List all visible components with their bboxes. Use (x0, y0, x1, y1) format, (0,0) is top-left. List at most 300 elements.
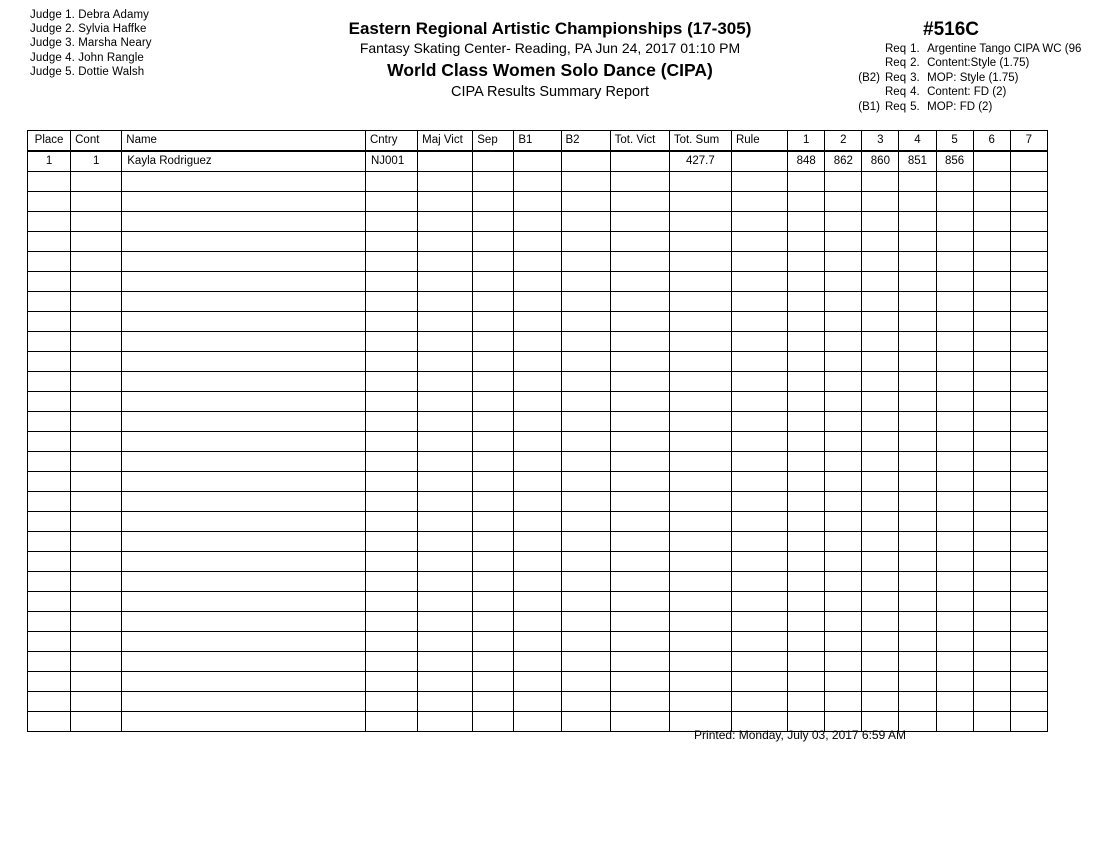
cell-empty (862, 232, 899, 252)
cell-empty (610, 652, 669, 672)
cell-empty (825, 532, 862, 552)
cell-empty (973, 592, 1010, 612)
cell-empty (71, 552, 122, 572)
column-header-place: Place (28, 131, 71, 152)
cell-empty (899, 332, 936, 352)
cell-empty (514, 412, 561, 432)
cell-empty (788, 552, 825, 572)
cell-empty (71, 572, 122, 592)
cell-empty (122, 632, 366, 652)
cell-empty (418, 432, 473, 452)
cell-empty (899, 272, 936, 292)
cell-empty (862, 592, 899, 612)
cell-empty (788, 452, 825, 472)
table-row-empty[interactable] (28, 412, 1048, 432)
cell-empty (1010, 392, 1047, 412)
cell-empty (1010, 252, 1047, 272)
cell-empty (825, 472, 862, 492)
table-row-empty[interactable] (28, 652, 1048, 672)
cell-empty (731, 692, 787, 712)
cell-empty (899, 552, 936, 572)
cell-empty (28, 432, 71, 452)
cell-empty (936, 272, 973, 292)
requirement-label: Req (885, 43, 907, 55)
judge-number: 5. (65, 65, 75, 78)
cell-empty (514, 272, 561, 292)
cell-empty (899, 452, 936, 472)
cell-empty (122, 432, 366, 452)
table-row-empty[interactable] (28, 492, 1048, 512)
judge-number: 2. (65, 23, 75, 36)
cell-empty (514, 212, 561, 232)
cell-empty (862, 412, 899, 432)
cell-empty (1010, 552, 1047, 572)
judge-label: Judge (30, 37, 62, 50)
cell-empty (1010, 372, 1047, 392)
cell-empty (122, 572, 366, 592)
cell-empty (788, 632, 825, 652)
cell-empty (365, 432, 417, 452)
cell-empty (1010, 692, 1047, 712)
cell-empty (973, 372, 1010, 392)
cell-j6 (973, 151, 1010, 172)
requirement-text: Argentine Tango CIPA WC (96 (927, 43, 1082, 55)
cell-empty (473, 672, 514, 692)
cell-empty (28, 712, 71, 732)
cell-empty (71, 692, 122, 712)
cell-empty (936, 412, 973, 432)
cell-empty (610, 412, 669, 432)
table-row-empty[interactable] (28, 312, 1048, 332)
judge-name: Sylvia Haffke (78, 23, 147, 36)
cell-empty (862, 252, 899, 272)
results-table-body (28, 151, 1048, 732)
cell-empty (899, 472, 936, 492)
cell-empty (788, 532, 825, 552)
cell-empty (788, 352, 825, 372)
cell-empty (788, 252, 825, 272)
table-row-empty[interactable] (28, 592, 1048, 612)
cell-empty (28, 592, 71, 612)
cell-empty (514, 312, 561, 332)
judge-name: John Rangle (78, 51, 144, 64)
cell-empty (669, 312, 731, 332)
cell-empty (610, 352, 669, 372)
cell-empty (862, 272, 899, 292)
cell-sep (473, 151, 514, 172)
cell-empty (418, 632, 473, 652)
cell-empty (788, 332, 825, 352)
cell-empty (122, 692, 366, 712)
cell-empty (418, 232, 473, 252)
cell-empty (936, 192, 973, 212)
cell-empty (418, 612, 473, 632)
table-row-empty[interactable] (28, 612, 1048, 632)
cell-empty (365, 172, 417, 192)
table-row-empty[interactable] (28, 232, 1048, 252)
cell-empty (669, 672, 731, 692)
cell-empty (731, 432, 787, 452)
cell-empty (610, 552, 669, 572)
column-header-2: 2 (825, 131, 862, 152)
cell-empty (514, 652, 561, 672)
cell-empty (473, 392, 514, 412)
column-header-name: Name (122, 131, 366, 152)
cell-empty (122, 392, 366, 412)
cell-empty (825, 192, 862, 212)
requirement-bracket (840, 42, 885, 56)
cell-empty (122, 592, 366, 612)
cell-empty (561, 352, 610, 372)
cell-empty (788, 192, 825, 212)
cell-j3: 860 (862, 151, 899, 172)
cell-empty (862, 512, 899, 532)
cell-empty (365, 312, 417, 332)
cell-empty (28, 352, 71, 372)
cell-empty (1010, 432, 1047, 452)
cell-empty (973, 172, 1010, 192)
table-row-empty[interactable] (28, 692, 1048, 712)
cell-empty (825, 612, 862, 632)
cell-empty (28, 612, 71, 632)
cell-empty (731, 292, 787, 312)
cell-empty (473, 372, 514, 392)
cell-empty (973, 412, 1010, 432)
table-row-empty[interactable] (28, 552, 1048, 572)
cell-empty (365, 532, 417, 552)
cell-empty (561, 252, 610, 272)
cell-empty (610, 452, 669, 472)
cell-empty (71, 192, 122, 212)
cell-empty (1010, 592, 1047, 612)
cell-empty (122, 352, 366, 372)
cell-empty (28, 332, 71, 352)
cell-empty (788, 432, 825, 452)
table-row-empty[interactable] (28, 512, 1048, 532)
cell-empty (418, 492, 473, 512)
judge-label: Judge (30, 65, 62, 78)
cell-empty (28, 372, 71, 392)
cell-empty (973, 312, 1010, 332)
cell-empty (28, 472, 71, 492)
table-row-empty[interactable] (28, 272, 1048, 292)
cell-empty (473, 172, 514, 192)
requirement-number: 4. (910, 86, 920, 99)
requirement-bracket (840, 85, 885, 99)
table-row-empty[interactable] (28, 372, 1048, 392)
cell-empty (28, 172, 71, 192)
cell-empty (669, 392, 731, 412)
cell-empty (418, 392, 473, 412)
cell-empty (610, 592, 669, 612)
cell-empty (825, 512, 862, 532)
table-header-row (28, 131, 1048, 152)
cell-empty (365, 512, 417, 532)
cell-empty (71, 672, 122, 692)
cell-empty (973, 432, 1010, 452)
cell-empty (561, 692, 610, 712)
cell-empty (731, 532, 787, 552)
cell-empty (365, 452, 417, 472)
cell-empty (418, 412, 473, 432)
cell-empty (731, 352, 787, 372)
cell-empty (899, 592, 936, 612)
cell-empty (899, 432, 936, 452)
cell-empty (365, 292, 417, 312)
requirement-label: Req (885, 71, 907, 84)
cell-empty (473, 692, 514, 712)
cell-empty (936, 632, 973, 652)
cell-empty (936, 432, 973, 452)
cell-empty (28, 552, 71, 572)
cell-empty (669, 432, 731, 452)
cell-empty (862, 472, 899, 492)
table-row-empty[interactable] (28, 252, 1048, 272)
cell-empty (862, 332, 899, 352)
requirement-text: Content:Style (1.75) (927, 57, 1030, 70)
table-row-empty[interactable] (28, 192, 1048, 212)
cell-empty (28, 452, 71, 472)
judge-list-item (30, 36, 260, 50)
cell-empty (936, 212, 973, 232)
column-header-3: 3 (862, 131, 899, 152)
cell-empty (731, 312, 787, 332)
cell-empty (862, 392, 899, 412)
cell-empty (71, 632, 122, 652)
cell-empty (28, 212, 71, 232)
cell-empty (561, 192, 610, 212)
cell-empty (71, 492, 122, 512)
cell-empty (669, 572, 731, 592)
table-row-empty[interactable] (28, 172, 1048, 192)
cell-empty (71, 712, 122, 732)
cell-empty (418, 352, 473, 372)
cell-empty (71, 292, 122, 312)
cell-empty (610, 472, 669, 492)
cell-empty (71, 372, 122, 392)
requirement-number: 5. (910, 100, 920, 113)
table-row-empty[interactable] (28, 572, 1048, 592)
requirement-text: MOP: FD (2) (927, 100, 993, 113)
cell-empty (28, 652, 71, 672)
cell-empty (122, 612, 366, 632)
cell-empty (973, 452, 1010, 472)
cell-empty (899, 532, 936, 552)
cell-empty (418, 252, 473, 272)
cell-empty (669, 652, 731, 672)
cell-empty (122, 412, 366, 432)
table-row-empty[interactable] (28, 392, 1048, 412)
judges-panel (30, 8, 260, 79)
table-row-empty[interactable] (28, 292, 1048, 312)
cell-empty (669, 272, 731, 292)
cell-empty (731, 592, 787, 612)
cell-empty (1010, 452, 1047, 472)
cell-empty (514, 292, 561, 312)
cell-empty (731, 392, 787, 412)
cell-empty (825, 212, 862, 232)
cell-empty (28, 272, 71, 292)
cell-empty (731, 412, 787, 432)
cell-empty (561, 532, 610, 552)
cell-empty (561, 392, 610, 412)
cell-empty (669, 632, 731, 652)
cell-empty (561, 272, 610, 292)
requirement-item (840, 71, 1100, 85)
cell-empty (1010, 312, 1047, 332)
cell-empty (473, 452, 514, 472)
cell-empty (71, 452, 122, 472)
cell-empty (71, 472, 122, 492)
cell-b2 (561, 151, 610, 172)
cell-empty (122, 452, 366, 472)
cell-empty (936, 552, 973, 572)
cell-cont: 1 (71, 151, 122, 172)
cell-empty (473, 192, 514, 212)
cell-empty (610, 272, 669, 292)
cell-empty (1010, 572, 1047, 592)
cell-empty (669, 612, 731, 632)
cell-empty (731, 252, 787, 272)
cell-empty (1010, 412, 1047, 432)
cell-empty (365, 632, 417, 652)
cell-empty (473, 312, 514, 332)
cell-empty (788, 612, 825, 632)
table-row-empty[interactable] (28, 452, 1048, 472)
cell-empty (899, 252, 936, 272)
printed-timestamp: Printed: Monday, July 03, 2017 6:59 AM (694, 728, 906, 742)
table-row-empty[interactable] (28, 532, 1048, 552)
cell-empty (973, 612, 1010, 632)
cell-empty (825, 232, 862, 252)
table-row-empty[interactable] (28, 472, 1048, 492)
cell-empty (365, 272, 417, 292)
cell-empty (899, 292, 936, 312)
cell-empty (899, 192, 936, 212)
cell-empty (561, 292, 610, 312)
cell-empty (473, 272, 514, 292)
cell-empty (1010, 532, 1047, 552)
table-row-empty[interactable] (28, 332, 1048, 352)
cell-empty (1010, 192, 1047, 212)
requirement-label: Req (885, 86, 907, 99)
cell-empty (122, 652, 366, 672)
cell-empty (71, 612, 122, 632)
requirement-number: 1. (910, 43, 920, 55)
requirement-bracket: (B1) (858, 100, 880, 113)
cell-empty (122, 332, 366, 352)
cell-empty (1010, 712, 1047, 732)
cell-empty (973, 272, 1010, 292)
cell-empty (973, 212, 1010, 232)
cell-empty (936, 352, 973, 372)
cell-empty (514, 372, 561, 392)
column-header-tot-vict: Tot. Vict (610, 131, 669, 152)
cell-empty (862, 632, 899, 652)
requirement-label: Req (885, 100, 907, 113)
table-row-empty[interactable] (28, 352, 1048, 372)
cell-empty (899, 312, 936, 332)
cell-empty (899, 512, 936, 532)
cell-empty (731, 272, 787, 292)
cell-empty (862, 452, 899, 472)
cell-empty (418, 212, 473, 232)
table-row[interactable] (28, 151, 1048, 172)
cell-empty (825, 592, 862, 612)
cell-empty (1010, 612, 1047, 632)
cell-empty (825, 632, 862, 652)
page-title: Eastern Regional Artistic Championships (17-305) (348, 19, 752, 38)
judge-list-item (30, 65, 260, 79)
cell-empty (71, 592, 122, 612)
cell-empty (899, 672, 936, 692)
cell-empty (825, 672, 862, 692)
cell-empty (514, 172, 561, 192)
table-row-empty[interactable] (28, 632, 1048, 652)
cell-empty (669, 692, 731, 712)
event-title: World Class Women Solo Dance (CIPA) (387, 60, 713, 80)
cell-empty (788, 412, 825, 432)
table-row-empty[interactable] (28, 672, 1048, 692)
table-row-empty[interactable] (28, 212, 1048, 232)
cell-empty (514, 392, 561, 412)
cell-rule (731, 151, 787, 172)
cell-empty (473, 552, 514, 572)
cell-empty (561, 512, 610, 532)
cell-empty (610, 292, 669, 312)
cell-empty (514, 432, 561, 452)
cell-empty (365, 212, 417, 232)
cell-empty (122, 672, 366, 692)
cell-empty (731, 632, 787, 652)
cell-empty (610, 572, 669, 592)
cell-empty (1010, 212, 1047, 232)
column-header-maj-vict: Maj Vict (418, 131, 473, 152)
cell-empty (731, 452, 787, 472)
requirement-bracket: (B2) (858, 71, 880, 84)
cell-empty (418, 472, 473, 492)
cell-empty (473, 612, 514, 632)
cell-empty (514, 632, 561, 652)
cell-empty (899, 652, 936, 672)
cell-empty (28, 492, 71, 512)
requirement-label: Req (885, 57, 907, 70)
column-header-b2: B2 (561, 131, 610, 152)
cell-empty (936, 292, 973, 312)
cell-empty (418, 692, 473, 712)
cell-empty (788, 212, 825, 232)
cell-empty (365, 592, 417, 612)
cell-empty (862, 312, 899, 332)
cell-empty (788, 592, 825, 612)
judge-list-item (30, 51, 260, 65)
cell-empty (669, 232, 731, 252)
cell-empty (610, 612, 669, 632)
cell-empty (825, 552, 862, 572)
cell-empty (473, 572, 514, 592)
requirement-item (840, 42, 1100, 56)
cell-empty (825, 692, 862, 712)
table-row-empty[interactable] (28, 432, 1048, 452)
cell-empty (936, 612, 973, 632)
cell-empty (561, 672, 610, 692)
cell-empty (561, 592, 610, 612)
cell-empty (1010, 172, 1047, 192)
cell-empty (28, 252, 71, 272)
cell-empty (71, 272, 122, 292)
cell-empty (936, 332, 973, 352)
cell-empty (514, 572, 561, 592)
